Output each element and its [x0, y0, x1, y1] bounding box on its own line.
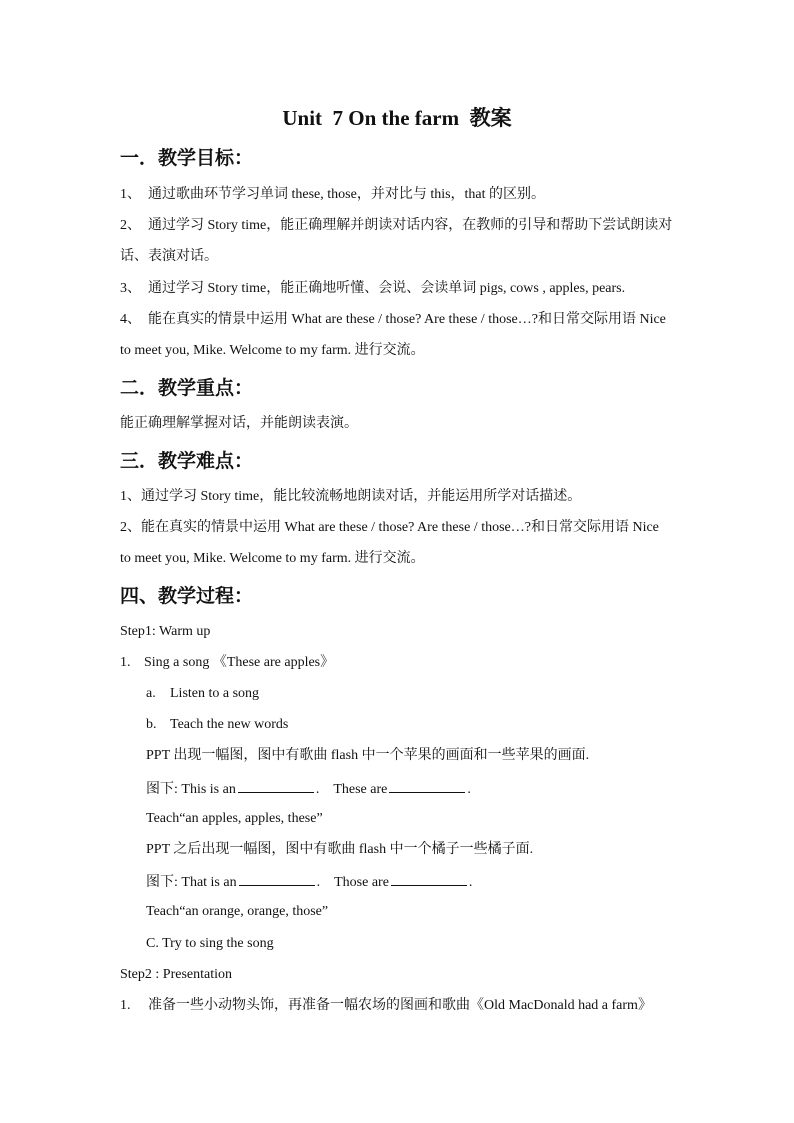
section-heading-difficulties: 三．教学难点： [120, 451, 254, 472]
key-points-text: 能正确理解掌握对话，并能朗读表演。 [120, 416, 358, 431]
sub-item-b [146, 715, 288, 735]
objective-item-2-continued: 话、表演对话。 [120, 249, 218, 264]
process-item-1 [120, 653, 334, 673]
fill-blank [238, 778, 314, 793]
document-title: Unit 7 On the farm 教案 [282, 106, 512, 130]
item-text: 通过学习 Story time，能正确地听懂、会说、会读单词 pigs, cows , apples, pears. [148, 281, 626, 296]
item-number: 2、 [120, 218, 141, 233]
step2-item-1 [120, 996, 652, 1016]
sub-item-c: C. Try to sing the song [146, 936, 274, 951]
item-text: 通过学习 Story time，能正确理解并朗读对话内容，在教师的引导和帮助下尝试朗读对 [148, 218, 673, 233]
item-text: Teach the new words [170, 717, 289, 732]
ppt-description-2: PPT 之后出现一幅图，图中有歌曲 flash 中一个橘子一些橘子面. [146, 842, 534, 857]
fill-blank [389, 778, 465, 793]
item-number: 4、 [120, 312, 141, 327]
caption-part-b: These are [333, 782, 388, 797]
section-heading-objectives: 一．教学目标： [120, 148, 254, 169]
figure-caption-2: 图下: That is an . Those are . [146, 871, 472, 893]
item-letter: a. [146, 686, 156, 701]
sub-item-a [146, 684, 259, 704]
objective-item-4-continued: to meet you, Mike. Welcome to my farm. 进行交流。 [120, 343, 425, 358]
caption-part-a: 图下: That is an [146, 875, 237, 890]
difficulty-item-1: 1、通过学习 Story time，能比较流畅地朗读对话，并能运用所学对话描述。 [120, 489, 582, 504]
item-text: 通过歌曲环节学习单词 these, those，并对比与 this，that 的区别。 [148, 187, 546, 202]
ppt-description-1: PPT 出现一幅图，图中有歌曲 flash 中一个苹果的画面和一些苹果的画面. [146, 748, 590, 763]
fill-blank [391, 871, 467, 886]
section-heading-key-points: 二．教学重点： [120, 378, 254, 399]
item-text: 能在真实的情景中运用 What are these / those? Are these / those…?和日常交际用语 Nice [148, 312, 666, 327]
objective-item-1 [120, 185, 545, 205]
item-number: 1. [120, 998, 131, 1013]
section-heading-process: 四、教学过程： [120, 586, 254, 607]
teach-line-2: Teach“an orange, orange, those” [146, 904, 329, 919]
caption-part-b: Those are [334, 875, 389, 890]
step2-label: Step2 : Presentation [120, 967, 232, 982]
step1-label: Step1: Warm up [120, 624, 211, 639]
item-number: 1. [120, 655, 131, 670]
item-text: Listen to a song [170, 686, 260, 701]
item-number: 3、 [120, 281, 141, 296]
objective-item-3 [120, 279, 625, 299]
item-letter: b. [146, 717, 157, 732]
item-text: Sing a song 《These are apples》 [144, 655, 335, 670]
item-number: 1、 [120, 187, 141, 202]
figure-caption-1: 图下: This is an . These are . [146, 778, 471, 800]
difficulty-item-2-continued: to meet you, Mike. Welcome to my farm. 进行交流。 [120, 551, 425, 566]
caption-part-a: 图下: This is an [146, 782, 236, 797]
difficulty-item-2: 2、能在真实的情景中运用 What are these / those? Are these / those…?和日常交际用语 Nice [120, 520, 659, 535]
teach-line-1: Teach“an apples, apples, these” [146, 811, 323, 826]
item-text: 准备一些小动物头饰，再准备一幅农场的图画和歌曲《Old MacDonald had a farm》 [148, 998, 652, 1013]
objective-item-4 [120, 310, 666, 330]
fill-blank [239, 871, 315, 886]
objective-item-2 [120, 216, 672, 236]
